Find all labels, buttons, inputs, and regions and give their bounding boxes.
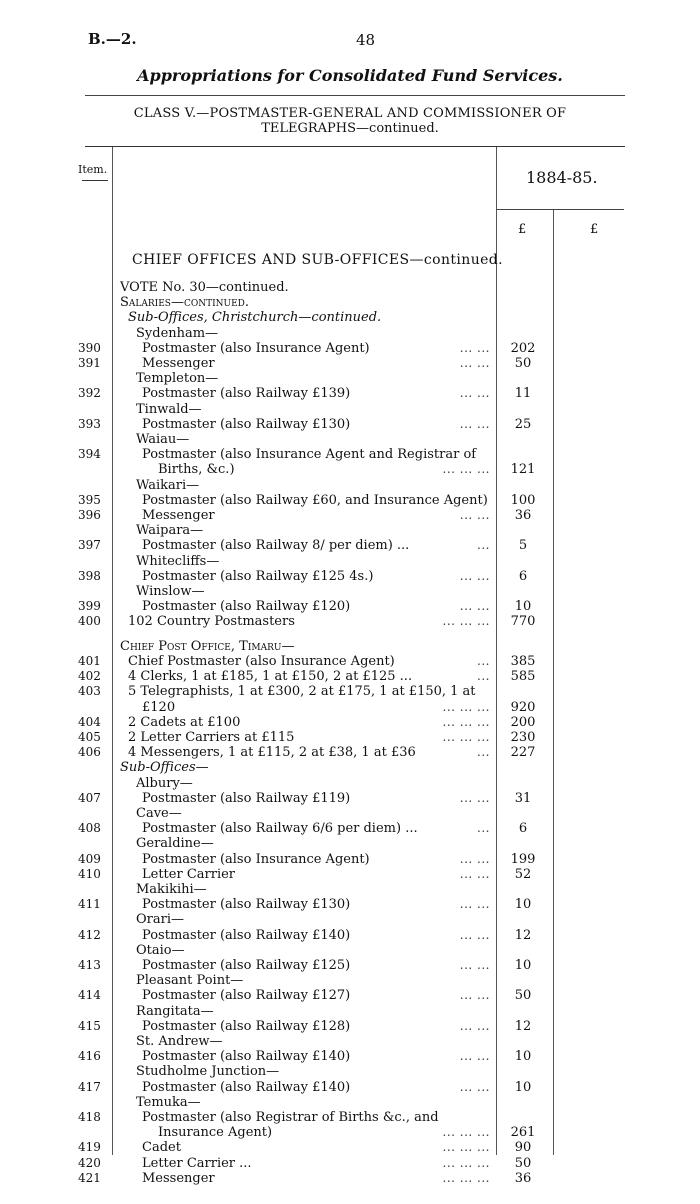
- item-description: Postmaster (also Railway £125 4s.): [142, 568, 374, 584]
- leader-dots: ... ... ...: [442, 1170, 490, 1185]
- table-row: [0, 821, 700, 836]
- table-top-rule: [85, 146, 625, 147]
- item-description: Chief Postmaster (also Insurance Agent): [128, 653, 395, 669]
- class-heading-line-1: CLASS V.—POSTMASTER-GENERAL AND COMMISSIONER OF: [133, 106, 567, 121]
- leader-dots: ... ...: [459, 957, 490, 972]
- item-description: Salaries—continued.: [120, 295, 250, 311]
- item-description: Postmaster (also Railway £140): [142, 1079, 351, 1095]
- item-description: 102 Country Postmasters: [128, 614, 295, 630]
- item-number: 399: [78, 599, 101, 614]
- table-row: [0, 1095, 700, 1110]
- item-amount: 31: [514, 790, 532, 806]
- table-row: [0, 1019, 700, 1034]
- table-row: [0, 897, 700, 912]
- item-description: Postmaster (also Railway £128): [142, 1018, 351, 1034]
- table-row: [0, 493, 700, 508]
- item-amount: 10: [514, 599, 532, 615]
- table-row: [0, 569, 700, 584]
- item-header-rule: [82, 180, 108, 181]
- item-description: Postmaster (also Railway £140): [142, 927, 351, 943]
- leader-dots: ... ...: [459, 416, 490, 431]
- table-row: [0, 912, 700, 927]
- item-number: 402: [78, 669, 101, 684]
- leader-dots: ... ...: [459, 927, 490, 942]
- table-row: [0, 1004, 700, 1019]
- item-description: Waiau—: [136, 432, 190, 447]
- leader-dots: ... ...: [459, 340, 490, 355]
- item-amount: 5: [518, 538, 528, 554]
- item-number: 391: [78, 356, 101, 370]
- item-description: Whitecliffs—: [136, 553, 220, 569]
- table-row: [0, 1156, 700, 1171]
- table-row: [0, 1064, 700, 1079]
- item-description: Tinwald—: [136, 401, 202, 417]
- item-number: 395: [78, 492, 101, 507]
- item-amount: 202: [510, 340, 536, 356]
- table-row: [0, 791, 700, 806]
- item-description: Postmaster (also Insurance Agent and Registrar of: [142, 447, 477, 463]
- item-amount: 6: [518, 568, 528, 584]
- year-header-rule: [496, 209, 624, 210]
- item-amount: 10: [514, 1079, 532, 1095]
- item-number: 397: [78, 538, 101, 553]
- item-description: Postmaster (also Railway £125): [142, 957, 351, 973]
- item-description: Postmaster (also Railway £139): [142, 386, 351, 402]
- item-description: Postmaster (also Railway £60, and Insurance Agent): [142, 492, 488, 508]
- table-row: [0, 760, 700, 775]
- table-row: [0, 745, 700, 760]
- leader-dots: ... ... ...: [442, 699, 490, 714]
- item-description: Insurance Agent): [158, 1125, 273, 1141]
- table-row: [0, 1080, 700, 1095]
- table-row: [0, 310, 700, 325]
- item-number: 415: [78, 1018, 101, 1033]
- item-description: Postmaster (also Railway £127): [142, 988, 351, 1004]
- leader-dots: ... ...: [459, 1079, 490, 1094]
- leader-dots: ... ...: [459, 1049, 490, 1064]
- table-row: [0, 1110, 700, 1125]
- leader-dots: ... ... ...: [442, 462, 490, 477]
- item-description: Makikihi—: [136, 881, 207, 897]
- leader-dots: ... ...: [459, 568, 490, 583]
- table-row: [0, 882, 700, 897]
- item-description: Otaio—: [136, 942, 185, 958]
- section-title: CHIEF OFFICES AND SUB-OFFICES—continued.: [132, 252, 504, 268]
- leader-dots: ...: [477, 669, 490, 684]
- table-row: [0, 1171, 700, 1186]
- table-row: [0, 715, 700, 730]
- pound-header-2: £: [590, 222, 599, 237]
- table-row: [0, 684, 700, 699]
- item-amount: 920: [510, 699, 536, 715]
- table-row: [0, 341, 700, 356]
- item-amount: 585: [510, 669, 536, 685]
- item-description: Cadet: [142, 1140, 181, 1156]
- item-column-header: Item.: [78, 163, 108, 176]
- item-number: 394: [78, 447, 101, 462]
- item-description: VOTE No. 30—continued.: [120, 280, 289, 295]
- item-number: 407: [78, 790, 101, 805]
- page-title: Appropriations for Consolidated Fund Services.: [137, 66, 563, 85]
- item-number: 390: [78, 340, 101, 355]
- table-row: [0, 478, 700, 493]
- item-description: Postmaster (also Railway £119): [142, 790, 351, 806]
- table-row: [0, 700, 700, 715]
- item-description: Orari—: [136, 912, 184, 928]
- item-amount: 90: [514, 1140, 532, 1156]
- table-row: [0, 669, 700, 684]
- item-number: 412: [78, 927, 101, 942]
- item-amount: 200: [510, 714, 536, 730]
- item-amount: 385: [510, 653, 536, 669]
- table-row: [0, 432, 700, 447]
- page-number: 48: [356, 31, 376, 49]
- item-number: 419: [78, 1140, 101, 1155]
- item-description: Studholme Junction—: [136, 1064, 280, 1080]
- table-row: [0, 654, 700, 669]
- item-number: 404: [78, 714, 101, 729]
- leader-dots: ... ...: [459, 988, 490, 1003]
- table-row: [0, 326, 700, 341]
- item-number: 403: [78, 684, 101, 699]
- table-row: [0, 943, 700, 958]
- item-description: Postmaster (also Railway 6/6 per diem) ...: [142, 821, 418, 837]
- table-row: [0, 508, 700, 523]
- table-row: [0, 417, 700, 432]
- item-number: 410: [78, 866, 101, 881]
- item-amount: 12: [514, 1018, 532, 1034]
- table-row: [0, 386, 700, 401]
- leader-dots: ... ...: [459, 851, 490, 866]
- item-amount: 36: [514, 508, 532, 523]
- item-description: Sub-Offices—: [120, 760, 209, 776]
- item-description: Postmaster (also Railway £130): [142, 897, 351, 913]
- table-row: [0, 852, 700, 867]
- item-description: Pleasant Point—: [136, 973, 244, 989]
- leader-dots: ...: [477, 653, 490, 668]
- item-description: 2 Letter Carriers at £115: [128, 729, 295, 745]
- item-description: Postmaster (also Insurance Agent): [142, 851, 370, 867]
- leader-dots: ... ... ...: [442, 1155, 490, 1170]
- table-row: [0, 988, 700, 1003]
- leader-dots: ... ...: [459, 790, 490, 805]
- item-description: Sub-Offices, Christchurch—continued.: [128, 310, 382, 326]
- table-row: [0, 1049, 700, 1064]
- item-number: 392: [78, 386, 101, 401]
- leader-dots: ... ... ...: [442, 1140, 490, 1155]
- leader-dots: ... ...: [459, 1018, 490, 1033]
- item-number: 405: [78, 729, 101, 744]
- table-row: [0, 554, 700, 569]
- item-description: Letter Carrier: [142, 866, 236, 882]
- item-amount: 12: [514, 927, 532, 943]
- item-number: 398: [78, 568, 101, 583]
- item-description: Postmaster (also Railway £120): [142, 599, 351, 615]
- table-row: [0, 523, 700, 538]
- table-row: [0, 973, 700, 988]
- item-number: 396: [78, 508, 101, 522]
- item-number: 418: [78, 1109, 101, 1124]
- title-rule: [85, 95, 625, 96]
- pound-header-1: £: [518, 222, 527, 237]
- item-amount: 10: [514, 957, 532, 973]
- item-description: Templeton—: [136, 371, 219, 387]
- leader-dots: ... ...: [459, 897, 490, 912]
- item-description: Temuka—: [136, 1094, 201, 1110]
- item-amount: 50: [514, 356, 532, 371]
- table-row: [0, 371, 700, 386]
- item-description: Letter Carrier ...: [142, 1155, 252, 1171]
- item-number: 400: [78, 614, 101, 629]
- item-description: Chief Post Office, Timaru—: [120, 638, 295, 654]
- item-description: Births, &c.): [158, 462, 235, 478]
- item-description: Rangitata—: [136, 1003, 214, 1019]
- table-row: [0, 599, 700, 614]
- table-row: [0, 295, 700, 310]
- item-amount: 261: [510, 1125, 536, 1141]
- item-number: 420: [78, 1155, 101, 1170]
- item-description: Waikari—: [136, 477, 200, 493]
- table-row: [0, 639, 700, 654]
- item-description: Albury—: [136, 775, 193, 791]
- item-amount: 121: [510, 462, 536, 478]
- item-amount: 50: [514, 1155, 532, 1171]
- year-column-header: 1884-85.: [526, 168, 598, 187]
- leader-dots: ... ... ...: [442, 614, 490, 629]
- item-amount: 50: [514, 988, 532, 1004]
- item-number: 421: [78, 1170, 101, 1185]
- item-amount: 227: [510, 745, 536, 761]
- item-amount: 770: [510, 614, 536, 630]
- item-description: Messenger: [142, 1170, 215, 1186]
- item-description: 4 Messengers, 1 at £115, 2 at £38, 1 at £36: [128, 745, 416, 761]
- table-row: [0, 928, 700, 943]
- table-row: [0, 958, 700, 973]
- item-amount: 11: [514, 386, 532, 402]
- item-description: Sydenham—: [136, 325, 219, 341]
- item-description: Waipara—: [136, 523, 204, 539]
- item-number: 401: [78, 653, 101, 668]
- item-description: £120: [142, 699, 176, 715]
- table-row: [0, 806, 700, 821]
- item-description: Geraldine—: [136, 836, 214, 852]
- item-amount: 10: [514, 897, 532, 913]
- table-row: [0, 1140, 700, 1155]
- item-number: 406: [78, 745, 101, 760]
- item-amount: 25: [514, 416, 532, 432]
- item-description: Winslow—: [136, 584, 205, 599]
- table-row: [0, 462, 700, 477]
- leader-dots: ... ...: [459, 508, 490, 522]
- item-description: 2 Cadets at £100: [128, 714, 241, 730]
- item-number: 393: [78, 416, 101, 431]
- table-row: [0, 730, 700, 745]
- item-description: Postmaster (also Railway 8/ per diem) ...: [142, 538, 410, 554]
- item-description: Postmaster (also Railway £130): [142, 416, 351, 432]
- class-heading-line-2: [0, 121, 700, 136]
- item-description: 4 Clerks, 1 at £185, 1 at £150, 2 at £125 ...: [128, 669, 413, 685]
- item-description: Messenger: [142, 356, 215, 371]
- table-row: [0, 280, 700, 295]
- item-number: 414: [78, 988, 101, 1003]
- item-number: 416: [78, 1049, 101, 1064]
- item-number: 411: [78, 897, 101, 912]
- document-reference: B.—2.: [88, 30, 137, 48]
- item-number: 413: [78, 957, 101, 972]
- leader-dots: ...: [477, 745, 490, 760]
- item-number: 417: [78, 1079, 101, 1094]
- item-description: St. Andrew—: [136, 1033, 223, 1049]
- leader-dots: ... ...: [459, 866, 490, 881]
- item-number: 408: [78, 821, 101, 836]
- item-description: Messenger: [142, 508, 215, 523]
- item-amount: 6: [518, 821, 528, 837]
- item-description: 5 Telegraphists, 1 at £300, 2 at £175, 1 at £150, 1 at: [128, 684, 476, 700]
- table-row: [0, 1125, 700, 1140]
- item-description: Cave—: [136, 805, 182, 821]
- leader-dots: ... ... ...: [442, 714, 490, 729]
- table-row: [0, 776, 700, 791]
- item-description: Postmaster (also Insurance Agent): [142, 340, 370, 356]
- item-amount: 10: [514, 1049, 532, 1065]
- leader-dots: ...: [477, 538, 490, 553]
- item-amount: 36: [514, 1170, 532, 1186]
- table-row: [0, 584, 700, 599]
- item-amount: 199: [510, 851, 536, 867]
- leader-dots: ... ... ...: [442, 1125, 490, 1140]
- table-row: [0, 402, 700, 417]
- table-row: [0, 836, 700, 851]
- item-number: 409: [78, 851, 101, 866]
- item-amount: 100: [510, 492, 536, 508]
- table-row: [0, 614, 700, 629]
- class-heading-text: TELEGRAPHS—continued.: [261, 121, 439, 136]
- item-amount: 52: [514, 866, 532, 882]
- leader-dots: ... ... ...: [442, 729, 490, 744]
- item-description: Postmaster (also Railway £140): [142, 1049, 351, 1065]
- table-row: [0, 447, 700, 462]
- table-row: [0, 356, 700, 371]
- leader-dots: ... ...: [459, 356, 490, 370]
- table-row: [0, 538, 700, 553]
- leader-dots: ...: [477, 821, 490, 836]
- table-row: [0, 867, 700, 882]
- item-description: Postmaster (also Registrar of Births &c., and: [142, 1109, 439, 1125]
- table-row: [0, 1034, 700, 1049]
- item-amount: 230: [510, 729, 536, 745]
- leader-dots: ... ...: [459, 599, 490, 614]
- leader-dots: ... ...: [459, 386, 490, 401]
